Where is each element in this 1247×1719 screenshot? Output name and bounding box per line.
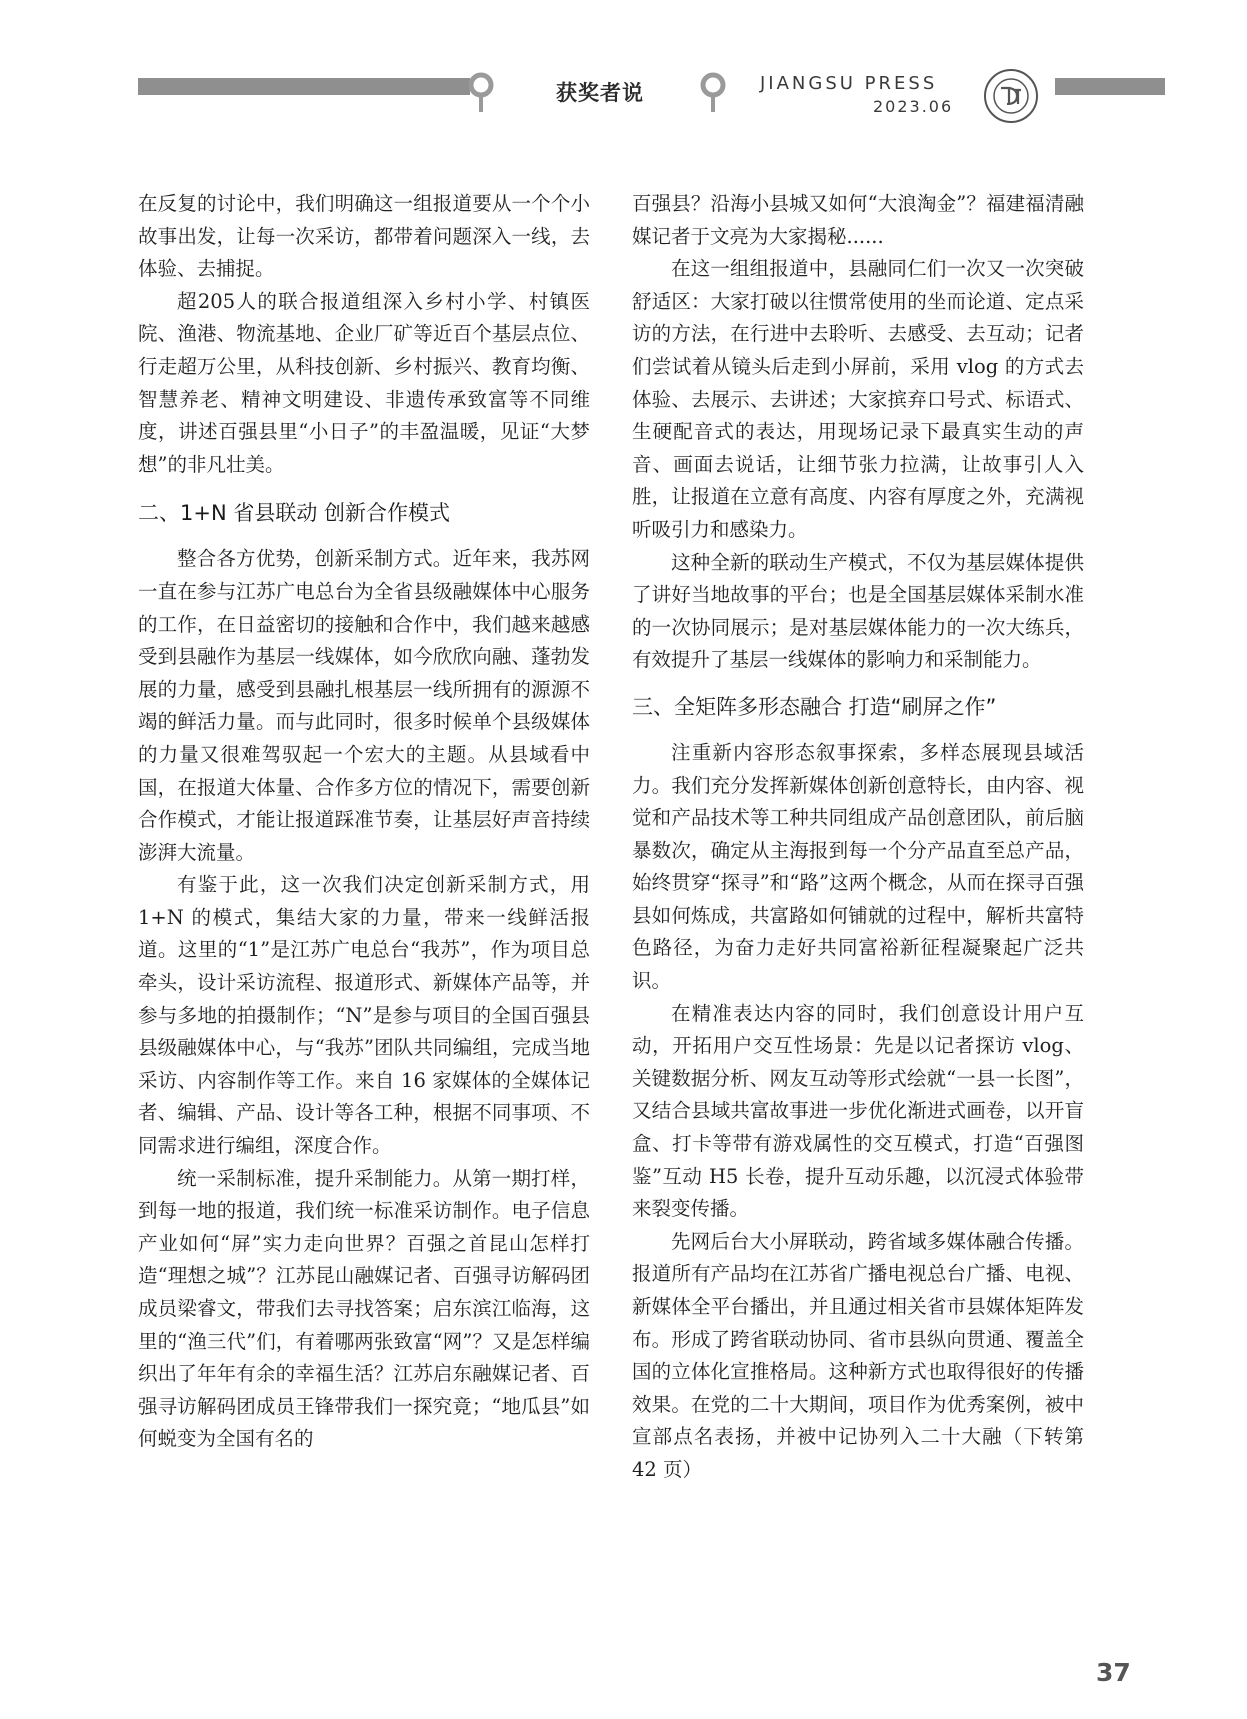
section-title: 获奖者说 [556,81,644,105]
map-pin-icon [700,72,726,114]
paragraph: 这种全新的联动生产模式，不仅为基层媒体提供了讲好当地故事的平台；也是全国基层媒体采制水准的一次协同展示；是对基层媒体能力的一次大练兵，有效提升了基层一线媒体的影响力和采制能力。 [632,550,1084,672]
paragraph: 先网后台大小屏联动，跨省域多媒体融合传播。报道所有产品均在江苏省广播电视总台广播、电视、新媒体全平台播出，并且通过相关省市县媒体矩阵发布。形成了跨省联动协同、省市县纵向贯通、覆盖全国的立体化宣推格局。这种新方式也取得很好的传播效果。在党的二十大期间，项目作为优秀案例，被中宣部点名表扬，并被中记协列入二十大融（下转第 42 页） [632,1229,1084,1481]
paragraph: 注重新内容形态叙事探索，多样态展现县域活力。我们充分发挥新媒体创新创意特长，由内容、视觉和产品技术等工种共同组成产品创意团队，前后脑暴数次，确定从主海报到每一个分产品直至总产品，始终贯穿“探寻”和“路”这两个概念，从而在探寻百强县如何炼成，共富路如何铺就的过程中，解析共富特色路径，为奋力走好共同富裕新征程凝聚起广泛共识。 [632,740,1084,993]
left-column [138,188,590,1456]
map-pin-icon [468,72,494,114]
paragraph: 超205人的联合报道组深入乡村小学、村镇医院、渔港、物流基地、企业厂矿等近百个基层点位、行走超万公里，从科技创新、乡村振兴、教育均衡、智慧养老、精神文明建设、非遗传承致富等不同维度，讲述百强县里“小日子”的丰盈温暖，见证“大梦想”的非凡壮美。 [138,289,590,476]
header-bar-right [1055,78,1165,95]
paragraph: 在反复的讨论中，我们明确这一组报道要从一个个小故事出发，让每一次采访，都带着问题深入一线，去体验、去捕捉。 [138,192,590,281]
right-column [632,188,1084,1487]
section-heading: 三、全矩阵多形态融合 打造“刷屏之作” [632,694,997,719]
paragraph: 有鉴于此，这一次我们决定创新采制方式，用 1+N 的模式，集结大家的力量，带来一线鲜活报道。这里的“1”是江苏广电总台“我苏”，作为项目总牵头，设计采访流程、报道形式、新媒体产品等，并参与多地的拍摄制作；“N”是参与项目的全国百强县县级融媒体中心，与“我苏”团队共同编组，完成当地采访、内容制作等工作。来自 16 家媒体的全媒体记者、编辑、产品、设计等各工种，根据不同事项、不同需求进行编组，深度合作。 [138,873,590,1158]
magazine-name: JIANGSU PRESS [760,73,938,94]
paragraph: 在这一组组报道中，县融同仁们一次又一次突破舒适区：大家打破以往惯常使用的坐而论道、定点采访的方法，在行进中去聆听、去感受、去互动；记者们尝试着从镜头后走到小屏前，采用 vlog 的方式去体验、去展示、去讲述；大家摈弃口号式、标语式、生硬配音式的表达，用现场记录下最真实生动的声音、画面去说话，让细节张力拉满，让故事引人入胜，让报道在立意有高度、内容有厚度之外，充满视听吸引力和感染力。 [632,257,1084,541]
section-heading: 二、1+N 省县联动 创新合作模式 [138,501,451,526]
paragraph: 统一采制标准，提升采制能力。从第一期打样，到每一地的报道，我们统一标准采访制作。电子信息产业如何“屏”实力走向世界？百强之首昆山怎样打造“理想之城”？江苏昆山融媒记者、百强寻访解码团成员梁睿文，带我们去寻找答案；启东滨江临海，这里的“渔三代”们，有着哪两张致富“网”？又是怎样编织出了年年有余的幸福生活？江苏启东融媒记者、百强寻访解码团成员王锋带我们一探究竟；“地瓜县”如何蜕变为全国有名的 [138,1166,590,1451]
paragraph: 百强县？沿海小县城又如何“大浪淘金”？福建福清融媒记者于文亮为大家揭秘...... [632,192,1084,248]
page-number: 37 [1096,1658,1131,1687]
header-bar-left [138,78,470,95]
paragraph: 在精准表达内容的同时，我们创意设计用户互动，开拓用户交互性场景：先是以记者探访 vlog、关键数据分析、网友互动等形式绘就“一县一长图”，又结合县域共富故事进一步优化渐进式画卷，以开盲盒、打卡等带有游戏属性的交互模式，打造“百强图鉴”互动 H5 长卷，提升互动乐趣，以沉浸式体验带来裂变传播。 [632,1001,1084,1221]
issue-date: 2023.06 [873,97,954,116]
magazine-seal-logo [983,68,1039,124]
paragraph: 整合各方优势，创新采制方式。近年来，我苏网一直在参与江苏广电总台为全省县级融媒体中心服务的工作，在日益密切的接触和合作中，我们越来越感受到县融作为基层一线媒体，如今欣欣向融、蓬勃发展的力量，感受到县融扎根基层一线所拥有的源源不竭的鲜活力量。而与此同时，很多时候单个县级媒体的力量又很难驾驭起一个宏大的主题。从县域看中国，在报道大体量、合作多方位的情况下，需要创新合作模式，才能让报道踩准节奏，让基层好声音持续澎湃大流量。 [138,547,590,864]
